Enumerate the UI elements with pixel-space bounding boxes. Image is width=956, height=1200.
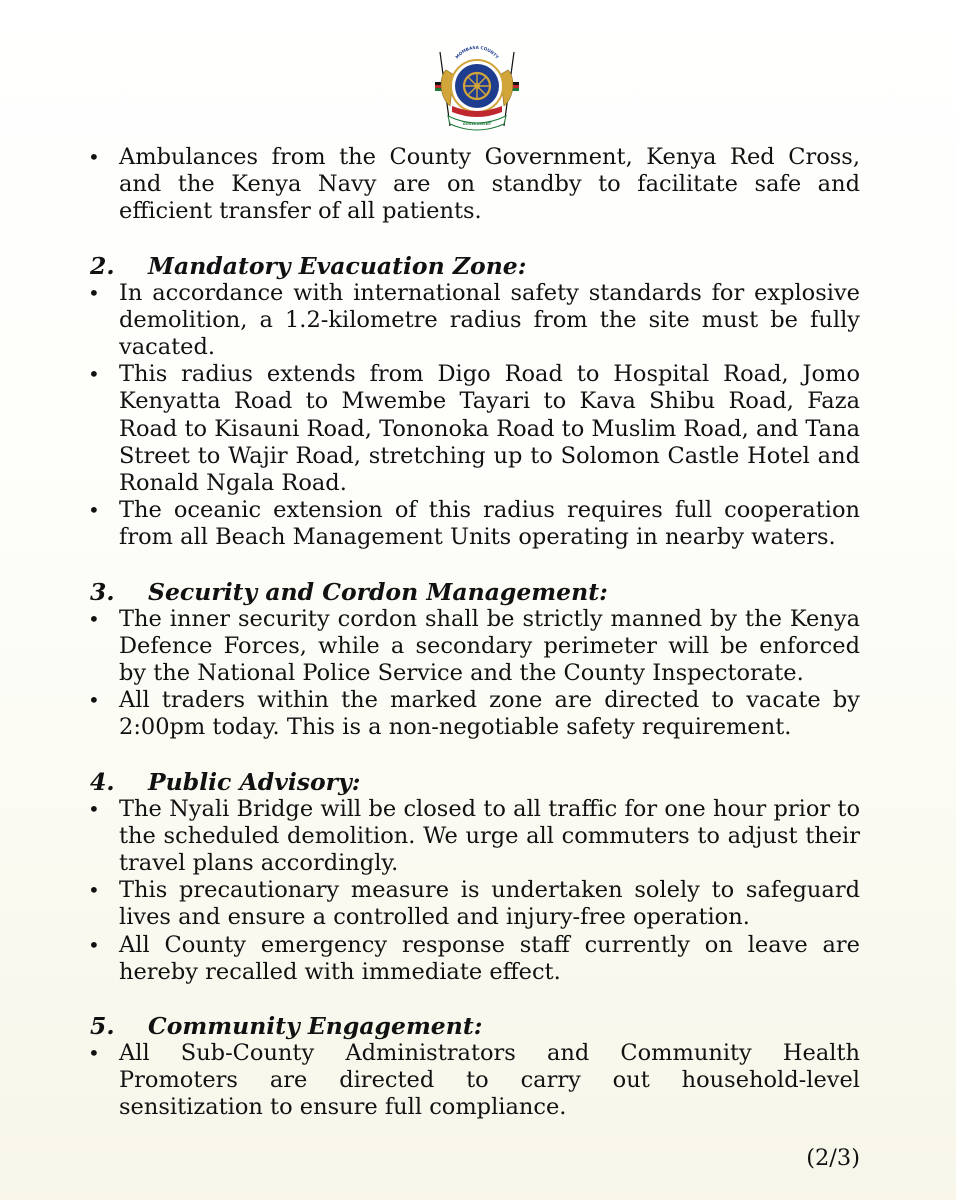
list-item: • In accordance with international safety standards for explosive demolition, a 1.2-kilometre radius from the site must be fully vacated. <box>88 280 860 362</box>
bullet-list <box>88 606 860 742</box>
section-number: 4. <box>90 767 115 796</box>
section-heading <box>88 1012 860 1040</box>
county-seal-icon <box>432 40 522 132</box>
list-item: • This radius extends from Digo Road to Hospital Road, Jomo Kenyatta Road to Mwembe Tayari to Kava Shibu Road, Faza Road to Kisauni Road, Tononoka Road to Muslim Road, and Tana Street to Wajir Road, stretching up to Solomon Castle Hotel and Ronald Ngala Road. <box>88 361 860 497</box>
list-item: • The inner security cordon shall be strictly manned by the Kenya Defence Forces, while a secondary perimeter will be enforced by the National Police Service and the County Inspectorate. <box>88 606 860 688</box>
section-title: Public Advisory: <box>148 767 361 796</box>
page-number: (2/3) <box>806 1145 860 1171</box>
section-title: Security and Cordon Management: <box>148 577 608 606</box>
section-heading <box>88 768 860 796</box>
intro-bullet-list <box>88 144 860 226</box>
section-heading <box>88 578 860 606</box>
section-number: 3. <box>90 577 115 606</box>
list-item: • The Nyali Bridge will be closed to all traffic for one hour prior to the scheduled demolition. We urge all commuters to adjust their travel plans accordingly. <box>88 796 860 878</box>
list-item: • Ambulances from the County Government, Kenya Red Cross, and the Kenya Navy are on standby to facilitate safe and efficient transfer of all patients. <box>88 144 860 226</box>
section-title: Mandatory Evacuation Zone: <box>148 251 527 280</box>
section-title: Community Engagement: <box>148 1012 483 1041</box>
list-item: • All County emergency response staff currently on leave are hereby recalled with immediate effect. <box>88 932 860 986</box>
list-item: • All Sub-County Administrators and Community Health Promoters are directed to carry out household-level sensitization to ensure full compliance. <box>88 1040 860 1122</box>
svg-text:MOMBASA COUNTY: MOMBASA COUNTY <box>454 44 500 60</box>
section-number: 2. <box>90 251 115 280</box>
section-number: 5. <box>90 1012 115 1041</box>
document-body <box>88 144 860 1122</box>
list-item: • All traders within the marked zone are directed to vacate by 2:00pm today. This is a non-negotiable safety requirement. <box>88 687 860 741</box>
list-item: • The oceanic extension of this radius requires full cooperation from all Beach Management Units operating in nearby waters. <box>88 497 860 551</box>
bullet-list <box>88 280 860 552</box>
section-heading <box>88 252 860 280</box>
list-item: • This precautionary measure is undertaken solely to safeguard lives and ensure a controlled and injury-free operation. <box>88 877 860 931</box>
bullet-list <box>88 1040 860 1122</box>
svg-text:GOVERNMENT: GOVERNMENT <box>462 122 492 126</box>
section-evacuation-zone <box>88 252 860 552</box>
section-community-engagement <box>88 1012 860 1122</box>
section-public-advisory <box>88 768 860 986</box>
bullet-list <box>88 796 860 986</box>
section-security-cordon <box>88 578 860 742</box>
